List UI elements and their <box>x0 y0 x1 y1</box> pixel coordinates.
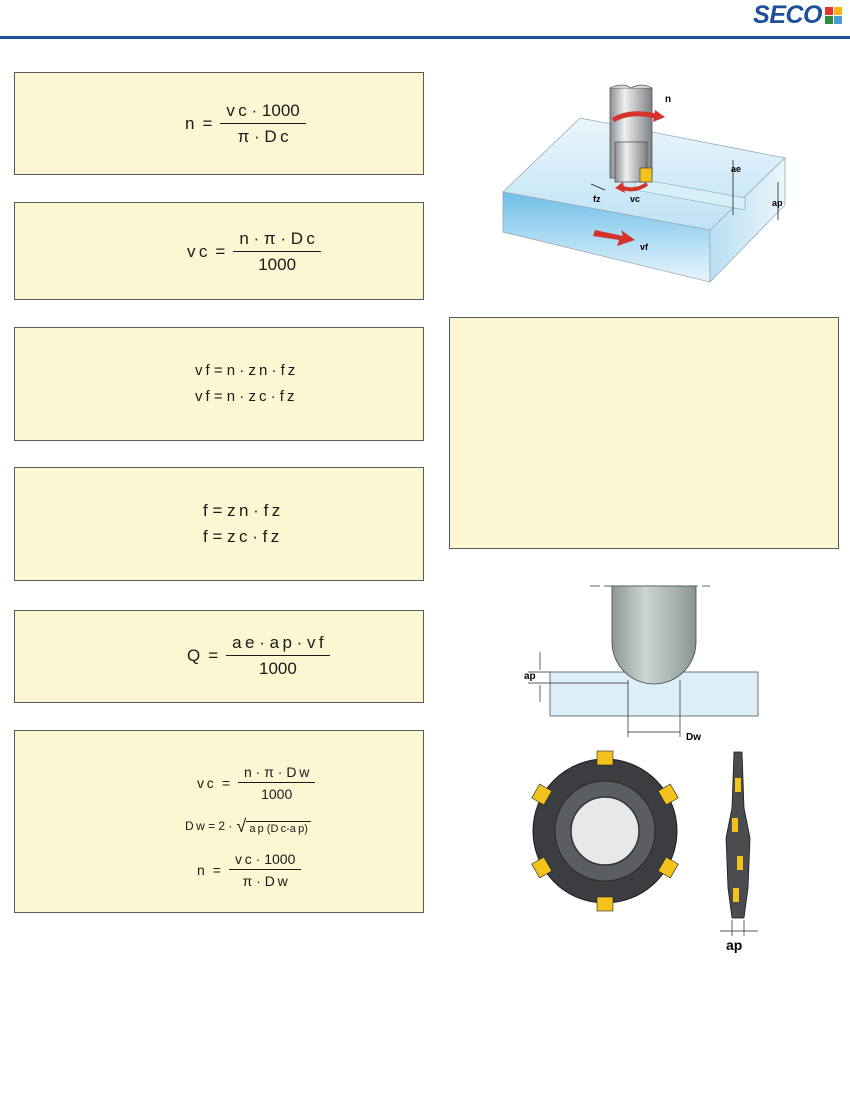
fraction <box>226 633 329 679</box>
equals-sign: = <box>215 242 226 261</box>
logo-text: SECO <box>753 1 822 29</box>
fraction <box>229 851 301 889</box>
formula-feed-per-rev <box>203 498 280 550</box>
numerator: a e · a p · v f <box>226 633 329 656</box>
label-n: n <box>665 94 672 105</box>
formula-lhs: v c <box>197 775 214 791</box>
logo-grid-icon <box>825 7 842 24</box>
formula-ball-nose-n: n = $\frac{\text{v c · 1000}}{\text{π · D w}}$ <box>197 851 301 889</box>
header-rule <box>0 36 850 39</box>
equals-sign: = <box>208 646 219 665</box>
label-vc: vc <box>630 194 641 204</box>
formula-line: f = z n · f z <box>203 501 281 520</box>
formula-box-cutting-speed <box>14 202 424 300</box>
radicand: a p (D c-a p) <box>246 821 311 835</box>
side-cutter-profile <box>710 748 770 953</box>
denominator: 1000 <box>258 255 297 274</box>
formula-cutting-speed <box>187 229 321 275</box>
formula-lhs: n <box>197 862 205 878</box>
formula-box-ball-nose <box>14 730 424 913</box>
label-ap: ap <box>772 198 783 208</box>
denominator: π · D w <box>242 873 288 889</box>
numerator: n · π · D w <box>238 764 315 783</box>
formula-spindle-speed <box>185 101 306 147</box>
bore <box>571 797 639 865</box>
formula-line: v f = n · z n · f z <box>195 362 296 379</box>
formula-lhs: n <box>185 114 195 133</box>
fraction <box>220 101 305 147</box>
formula-box-feed-speed <box>14 327 424 441</box>
square-root: √ a p (D c-a p) <box>236 817 310 835</box>
label-ap: ap <box>524 671 536 682</box>
fraction <box>238 764 315 802</box>
formula-box-feed-per-rev <box>14 467 424 581</box>
seco-logo <box>753 3 842 28</box>
numerator: v c · 1000 <box>229 851 301 870</box>
label-ap: ap <box>726 937 743 953</box>
equals-sign: = <box>202 114 213 133</box>
formula-lhs: Q <box>187 646 201 665</box>
label-vf: vf <box>640 242 649 252</box>
ball-nose-diagram <box>520 582 770 747</box>
formula-box-spindle-speed <box>14 72 424 175</box>
formula-box-removal-rate <box>14 610 424 703</box>
fraction <box>233 229 321 275</box>
ball-nose-cutter <box>612 586 696 684</box>
denominator: 1000 <box>261 786 293 802</box>
side-cutter-diagram <box>520 745 690 917</box>
formula-removal-rate <box>187 633 330 679</box>
label-dw: Dw <box>686 732 701 743</box>
denominator: π · D c <box>237 127 289 146</box>
formula-ball-nose-dw <box>185 817 311 835</box>
numerator: v c · 1000 <box>220 101 305 124</box>
formula-lhs: D w = 2 · <box>185 819 233 833</box>
denominator: 1000 <box>258 659 297 678</box>
formula-feed-speed <box>195 358 295 410</box>
label-ae: ae <box>731 164 742 174</box>
insert <box>640 168 652 182</box>
formula-line: f = z c · f z <box>203 527 280 546</box>
formula-line: v f = n · z c · f z <box>195 388 295 405</box>
numerator: n · π · D c <box>233 229 321 252</box>
milling-diagram <box>495 80 795 290</box>
formula-lhs: v c <box>187 242 208 261</box>
empty-info-box <box>449 317 839 549</box>
formula-ball-nose-vc: v c = $\frac{\text{n · π · D w}}{1000}$ <box>197 764 315 802</box>
label-fz: fz <box>593 194 601 204</box>
